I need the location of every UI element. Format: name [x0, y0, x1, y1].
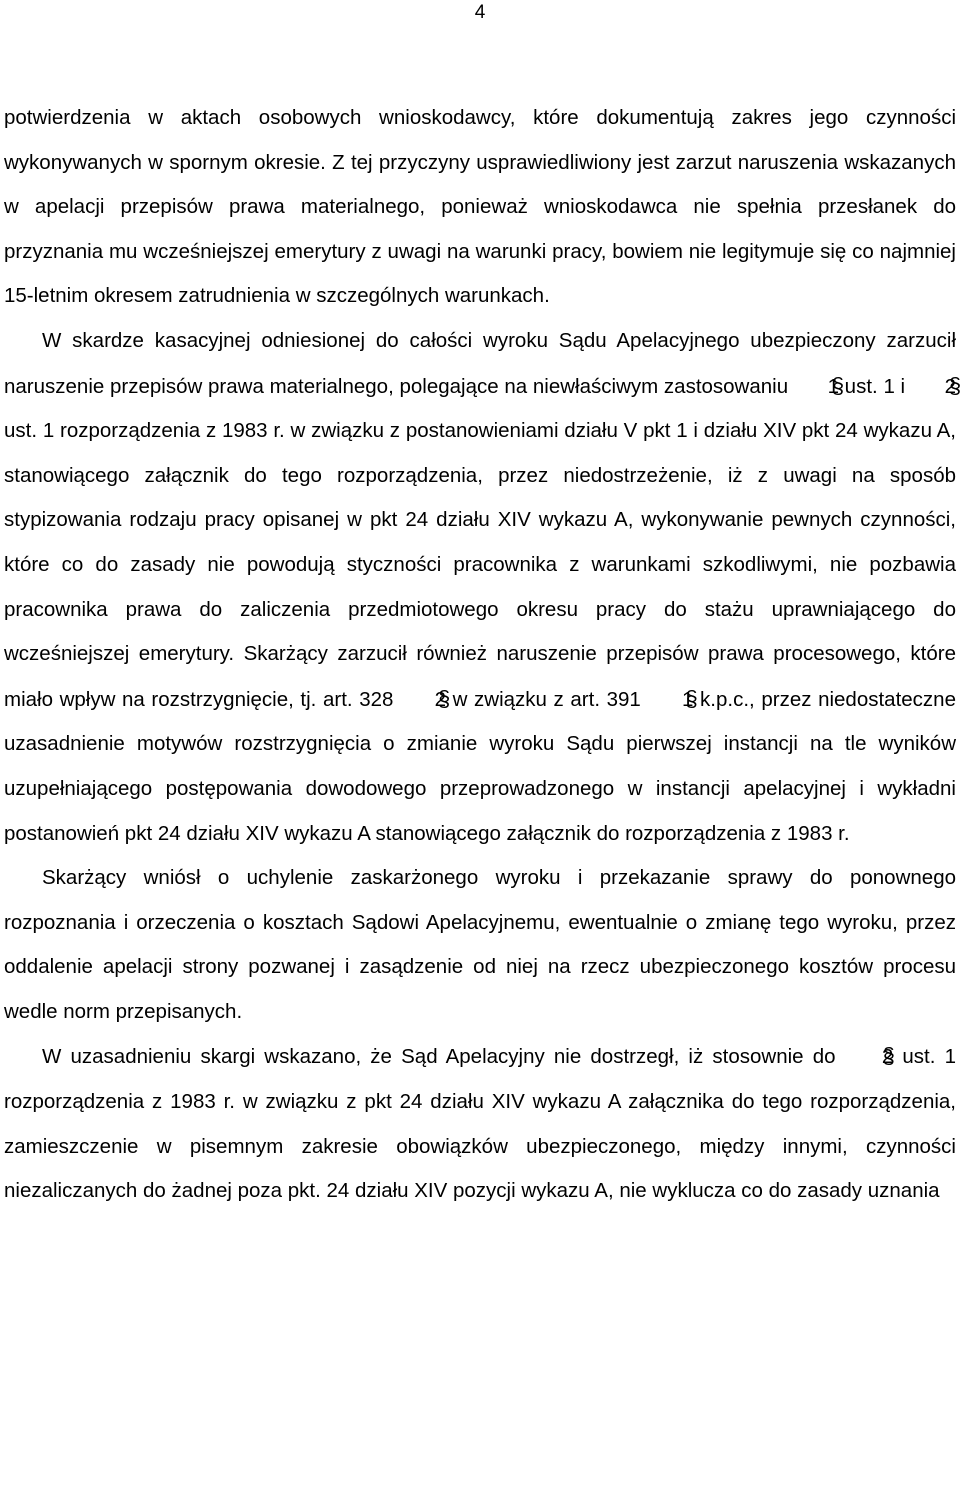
- paragraph-4-text-a: W uzasadnieniu skargi wskazano, że Sąd Apelacyjny nie dostrzegł, iż stosownie do: [42, 1045, 836, 1069]
- paragraph-4: [4, 1034, 956, 1213]
- paragraph-4-text-b: 2 ust. 1 rozporządzenia z 1983 r. w związku z pkt 24 działu XIV wykazu A załącznika do tego rozporządzenia, zamieszczenie w pisemnym zakresie obowiązków ubezpieczonego, między innymi, czynności niezaliczanych do żadnej poza pkt. 24 działu XIV pozycji wykazu A, nie wyklucza co do zasady uznania: [4, 1045, 956, 1203]
- paragraph-1: potwierdzenia w aktach osobowych wnioskodawcy, które dokumentują zakres jego czynności wykonywanych w spornym okresie. Z tej przyczyny usprawiedliwiony jest zarzut naruszenia wskazanych w apelacji przepisów prawa materialnego, ponieważ wnioskodawca nie spełnia przesłanek do przyznania mu wcześniejszej emerytury z uwagi na warunki pracy, bowiem nie legitymuje się co najmniej 15-letnim okresem zatrudnienia w szczególnych warunkach.: [4, 106, 956, 308]
- section-sign-icon: [400, 677, 428, 723]
- document-body: [4, 96, 956, 1214]
- section-sign-icon: [794, 364, 822, 410]
- paragraph-3: Skarżący wniósł o uchylenie zaskarżonego wyroku i przekazanie sprawy do ponownego rozpoznania i orzeczenia o kosztach Sądowi Apelacyjnemu, ewentualnie o zmianę tego wyroku, przez oddalenie apelacji strony pozwanej i zasądzenie od niej na rzecz ubezpieczonego kosztów procesu wedle norm przepisanych.: [4, 866, 956, 1023]
- paragraph-2-text-e: 1 k.p.c., przez niedostateczne uzasadnienie motywów rozstrzygnięcia o zmianie wyroku Sądu pierwszej instancji na tle wyników uzupełniającego postępowania dowodowego przeprowadzonego w instancji apelacyjnej i wykładni postanowień pkt 24 działu XIV wykazu A stanowiącego załącznik do rozporządzenia z 1983 r.: [4, 687, 956, 845]
- page-number: 4: [474, 2, 486, 23]
- paragraph-2-text-c: 2 ust. 1 rozporządzenia z 1983 r. w związku z postanowieniami działu V pkt 1 i działu XIV pkt 24 wykazu A, stanowiącego załącznik do tego rozporządzenia, przez niedostrzeżenie, iż z uwagi na sposób stypizowania rodzaju pracy opisanej w pkt 24 działu XIV wykazu A, wykonywanie pewnych czynności, które co do zasady nie powodują styczności pracownika z warunkami szkodliwymi, nie pozbawia pracownika prawa do zaliczenia przedmiotowego okresu pracy do stażu uprawniającego do wcześniejszej emerytury. Skarżący zarzucił również naruszenie przepisów prawa procesowego, które miało wpływ na rozstrzygnięcie, tj. art. 328: [4, 374, 956, 711]
- section-sign-icon: [845, 1034, 873, 1080]
- paragraph-2-text-d: 2 w związku z art. 391: [434, 687, 641, 711]
- paragraph-2: [4, 319, 956, 856]
- section-sign-icon: [647, 677, 675, 723]
- paragraph-2-text-b: 1 ust. 1 i: [827, 374, 906, 398]
- section-sign-icon: [911, 364, 939, 410]
- paragraph-2-text-a: W skardze kasacyjnej odniesionej do całości wyroku Sądu Apelacyjnego ubezpieczony zarzucił naruszenie przepisów prawa materialnego, polegające na niewłaściwym zastosowaniu: [4, 328, 956, 398]
